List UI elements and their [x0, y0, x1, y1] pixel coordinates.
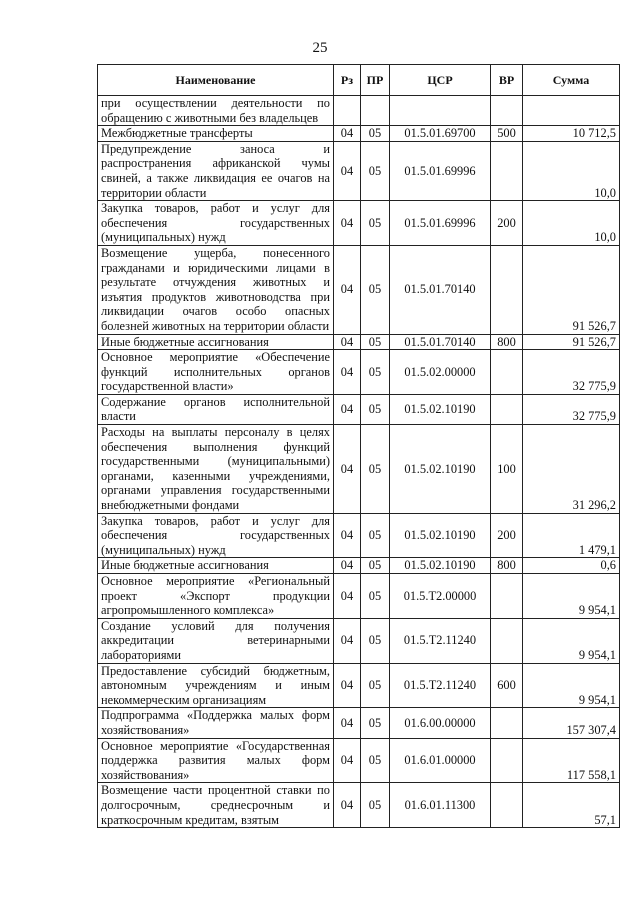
cell-csr: 01.5.T2.00000: [390, 574, 491, 619]
table-row: [98, 574, 620, 619]
table-row: [98, 663, 620, 708]
table-row: [98, 334, 620, 350]
header-csr: ЦСР: [390, 65, 491, 96]
cell-csr: 01.6.01.11300: [390, 783, 491, 828]
cell-name: Закупка товаров, работ и услуг для обеспечения государственных (муниципальных) нужд: [98, 201, 334, 246]
cell-name: при осуществлении деятельности по обращению с животными без владельцев: [98, 96, 334, 126]
cell-pr: 05: [361, 334, 390, 350]
table-row: [98, 783, 620, 828]
cell-name: Подпрограмма «Поддержка малых форм хозяйствования»: [98, 708, 334, 738]
cell-pr: 05: [361, 663, 390, 708]
cell-vr: 800: [491, 334, 523, 350]
cell-csr: 01.5.01.69700: [390, 126, 491, 142]
table-row: [98, 201, 620, 246]
cell-sum: [523, 96, 620, 126]
table-row: [98, 126, 620, 142]
cell-sum: 157 307,4: [523, 708, 620, 738]
cell-rz: 04: [334, 558, 361, 574]
cell-sum: 9 954,1: [523, 618, 620, 663]
table-row: [98, 96, 620, 126]
cell-csr: 01.5.02.10190: [390, 394, 491, 424]
cell-pr: 05: [361, 574, 390, 619]
cell-sum: 32 775,9: [523, 394, 620, 424]
cell-csr: 01.5.T2.11240: [390, 663, 491, 708]
cell-pr: 05: [361, 201, 390, 246]
cell-pr: 05: [361, 425, 390, 514]
cell-sum: 1 479,1: [523, 513, 620, 558]
cell-name: Создание условий для получения аккредитации ветеринарными лабораториями: [98, 618, 334, 663]
cell-name: Расходы на выплаты персоналу в целях обеспечения выполнения функций государственными (муниципальными) органами, казенными учреждениями, органами управления государственными внебюджетными фондами: [98, 425, 334, 514]
header-sum: Сумма: [523, 65, 620, 96]
cell-csr: 01.5.01.70140: [390, 334, 491, 350]
cell-csr: 01.6.00.00000: [390, 708, 491, 738]
cell-name: Иные бюджетные ассигнования: [98, 334, 334, 350]
cell-rz: 04: [334, 201, 361, 246]
cell-rz: 04: [334, 574, 361, 619]
cell-name: Предоставление субсидий бюджетным, автономным учреждениям и иным некоммерческим организациям: [98, 663, 334, 708]
cell-vr: [491, 618, 523, 663]
cell-name: Закупка товаров, работ и услуг для обеспечения государственных (муниципальных) нужд: [98, 513, 334, 558]
cell-pr: 05: [361, 245, 390, 334]
cell-rz: 04: [334, 425, 361, 514]
cell-name: Межбюджетные трансферты: [98, 126, 334, 142]
table-row: [98, 394, 620, 424]
cell-pr: 05: [361, 350, 390, 395]
cell-vr: 500: [491, 126, 523, 142]
cell-pr: 05: [361, 708, 390, 738]
cell-rz: [334, 96, 361, 126]
cell-rz: 04: [334, 783, 361, 828]
header-name: Наименование: [98, 65, 334, 96]
cell-rz: 04: [334, 245, 361, 334]
table-row: [98, 513, 620, 558]
cell-sum: 10,0: [523, 141, 620, 200]
header-vr: ВР: [491, 65, 523, 96]
cell-vr: [491, 350, 523, 395]
table-row: [98, 425, 620, 514]
cell-csr: 01.5.01.69996: [390, 141, 491, 200]
cell-sum: 117 558,1: [523, 738, 620, 783]
table-row: [98, 141, 620, 200]
cell-pr: 05: [361, 558, 390, 574]
cell-name: Предупреждение заноса и распространения африканской чумы свиней, а также ликвидация ее очагов на территории области: [98, 141, 334, 200]
cell-rz: 04: [334, 738, 361, 783]
cell-pr: 05: [361, 126, 390, 142]
cell-vr: 600: [491, 663, 523, 708]
cell-vr: 800: [491, 558, 523, 574]
cell-pr: 05: [361, 783, 390, 828]
cell-vr: 200: [491, 513, 523, 558]
cell-sum: 9 954,1: [523, 574, 620, 619]
cell-rz: 04: [334, 708, 361, 738]
cell-csr: 01.5.01.69996: [390, 201, 491, 246]
cell-rz: 04: [334, 141, 361, 200]
cell-csr: 01.5.02.00000: [390, 350, 491, 395]
cell-vr: 100: [491, 425, 523, 514]
cell-sum: 57,1: [523, 783, 620, 828]
cell-vr: [491, 708, 523, 738]
cell-pr: 05: [361, 141, 390, 200]
header-rz: Рз: [334, 65, 361, 96]
cell-rz: 04: [334, 394, 361, 424]
cell-rz: 04: [334, 334, 361, 350]
table-row: [98, 618, 620, 663]
cell-sum: 91 526,7: [523, 334, 620, 350]
cell-pr: 05: [361, 513, 390, 558]
table-row: [98, 738, 620, 783]
cell-sum: 9 954,1: [523, 663, 620, 708]
cell-csr: 01.5.02.10190: [390, 425, 491, 514]
table-row: [98, 708, 620, 738]
cell-rz: 04: [334, 663, 361, 708]
cell-vr: 200: [491, 201, 523, 246]
cell-sum: 10,0: [523, 201, 620, 246]
cell-pr: 05: [361, 738, 390, 783]
cell-vr: [491, 738, 523, 783]
cell-name: Иные бюджетные ассигнования: [98, 558, 334, 574]
cell-vr: [491, 574, 523, 619]
cell-csr: 01.5.T2.11240: [390, 618, 491, 663]
budget-table: [97, 64, 620, 828]
cell-rz: 04: [334, 126, 361, 142]
page-number: 25: [312, 40, 328, 56]
cell-pr: 05: [361, 618, 390, 663]
cell-csr: 01.5.02.10190: [390, 558, 491, 574]
cell-vr: [491, 141, 523, 200]
cell-rz: 04: [334, 618, 361, 663]
header-pr: ПР: [361, 65, 390, 96]
cell-sum: 91 526,7: [523, 245, 620, 334]
cell-sum: 31 296,2: [523, 425, 620, 514]
cell-sum: 32 775,9: [523, 350, 620, 395]
cell-name: Основное мероприятие «Обеспечение функций исполнительных органов государственной власти»: [98, 350, 334, 395]
cell-vr: [491, 783, 523, 828]
cell-name: Основное мероприятие «Государственная поддержка развития малых форм хозяйствования»: [98, 738, 334, 783]
table-row: [98, 350, 620, 395]
cell-name: Возмещение ущерба, понесенного гражданами и юридическими лицами в результате отчуждения животных и изъятия продуктов животноводства при ликвидации очагов особо опасных болезней животных на территории области: [98, 245, 334, 334]
cell-name: Возмещение части процентной ставки по долгосрочным, среднесрочным и краткосрочным кредитам, взятым: [98, 783, 334, 828]
cell-rz: 04: [334, 350, 361, 395]
cell-vr: [491, 245, 523, 334]
cell-name: Основное мероприятие «Региональный проект «Экспорт продукции агропромышленного комплекса»: [98, 574, 334, 619]
cell-vr: [491, 394, 523, 424]
cell-csr: 01.5.01.70140: [390, 245, 491, 334]
cell-vr: [491, 96, 523, 126]
cell-sum: 10 712,5: [523, 126, 620, 142]
table-row: [98, 558, 620, 574]
cell-csr: 01.5.02.10190: [390, 513, 491, 558]
cell-pr: 05: [361, 394, 390, 424]
cell-pr: [361, 96, 390, 126]
table-row: [98, 245, 620, 334]
table-header-row: [98, 65, 620, 96]
cell-name: Содержание органов исполнительной власти: [98, 394, 334, 424]
cell-sum: 0,6: [523, 558, 620, 574]
cell-rz: 04: [334, 513, 361, 558]
cell-csr: 01.6.01.00000: [390, 738, 491, 783]
cell-csr: [390, 96, 491, 126]
